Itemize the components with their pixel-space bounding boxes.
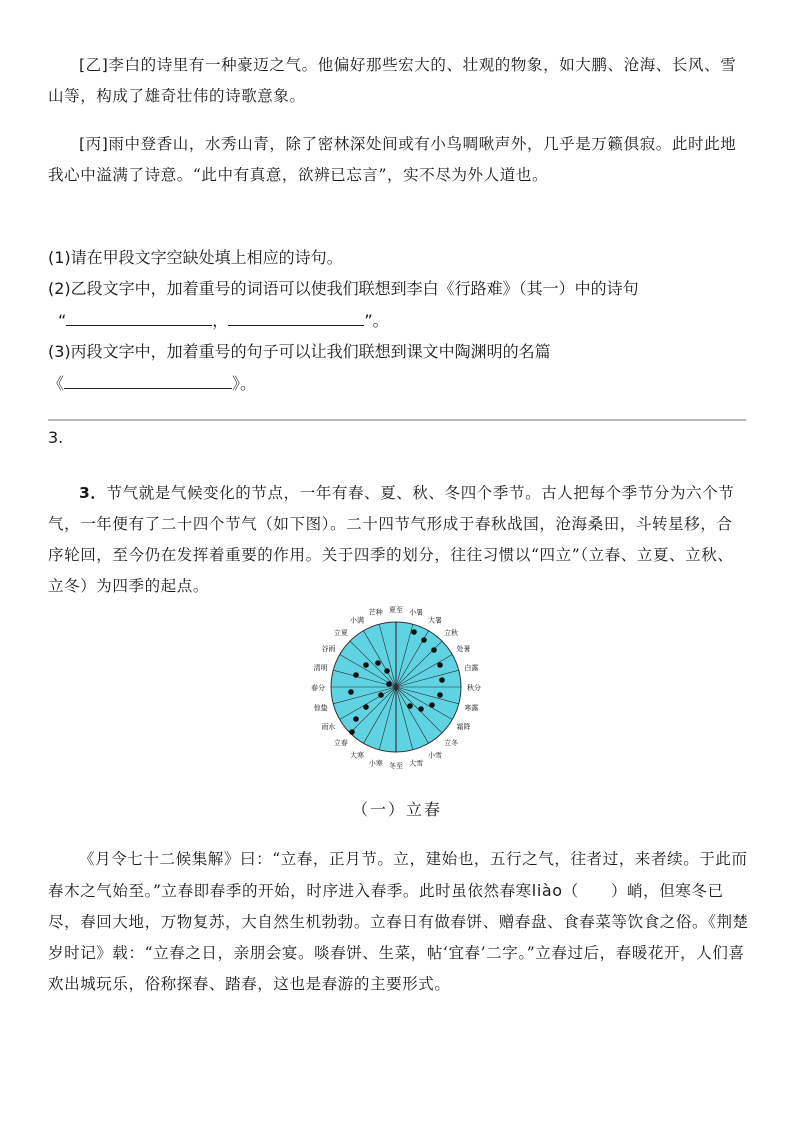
solar-term-label: 惊蛰 [313,704,328,713]
lichun-text-2: 峭，但寒冬已尽，春回大地，万物复苏，大自然生机勃勃。立春日有做春饼、赠春盘、食春菜等饮食之俗。《荆楚岁时记》载：“立春之日，亲朋会宴。啖春饼、生菜，帖‘宜春’二字。”立春过后，春暖花开，人们喜欢出城玩乐，俗称探春、踏春，这也是春游的主要形式。 [48,882,749,993]
solar-term-label: 小寒 [368,759,383,768]
solar-term-label: 春分 [311,684,325,692]
wheel-dot [439,677,445,683]
wheel-dot [386,681,392,687]
wheel-dot [363,662,369,668]
section3-intro [48,478,748,602]
question-2-blanks [58,305,758,336]
answer-paren[interactable]: （ ） [562,882,628,900]
solar-term-label: 立夏 [333,628,348,637]
wheel-dot [437,662,443,668]
question-1: (1)请在甲段文字空缺处填上相应的诗句。 [48,248,343,267]
lichun-paragraph [48,844,753,1000]
solar-term-label: 小暑 [409,608,424,617]
solar-term-label: 白露 [464,663,479,672]
wheel-dot [421,637,427,643]
solar-term-label: 小满 [350,616,364,625]
wheel-dot [407,703,413,709]
question-3-blank [48,368,748,399]
passage-yi-marker: [乙] [79,56,109,74]
solar-term-label: 霜降 [456,723,471,731]
solar-term-label: 冬至 [389,762,403,770]
comma: ， [212,311,229,330]
question-2 [48,273,748,304]
solar-term-label: 雨水 [321,723,336,731]
section-number: 3. [48,428,64,447]
passage-bing [48,129,748,191]
answer-blank-3[interactable] [64,372,232,389]
solar-term-label: 立冬 [444,739,459,748]
wheel-dot [429,702,435,708]
answer-blank-2b[interactable] [228,309,364,326]
section-caption: （一）立春 [351,800,442,819]
solar-term-label: 清明 [313,663,328,672]
solar-term-label: 秋分 [467,684,481,692]
solar-term-label: 谷雨 [321,645,336,653]
solar-term-label: 芒种 [368,608,383,617]
wheel-dot [378,692,384,698]
intro-number: 3． [79,484,107,502]
solar-term-label: 寒露 [464,704,479,713]
solar-term-label: 夏至 [389,606,403,614]
pinyin-hint: liào [531,881,563,900]
solar-term-label: 大寒 [350,751,364,760]
wheel-dot [375,660,381,666]
quote-close: ”。 [364,311,389,330]
solar-term-label: 大雪 [409,759,424,768]
wheel-dot [349,729,355,735]
wheel-dot [431,647,437,653]
question-2-text: (2)乙段文字中，加着重号的词语可以使我们联想到李白《行路难》（其一）中的诗句 [48,279,639,298]
answer-blank-2a[interactable] [66,309,212,326]
quote-open: “ [58,311,67,330]
solar-term-label: 小雪 [428,751,442,760]
passage-yi-text: 李白的诗里有一种豪迈之气。他偏好那些宏大的、壮观的物象，如大鹏、沧海、长风、雪山等，构成了雄奇壮伟的诗歌意象。 [48,56,737,105]
wheel-dot [353,716,359,722]
question-3: (3)丙段文字中，加着重号的句子可以让我们联想到课文中陶渊明的名篇 [48,342,551,361]
solar-term-label: 立春 [333,739,348,748]
wheel-dot [363,704,369,710]
lichun-text-1: 《月令七十二候集解》曰：“立春，正月节。立，建始也，五行之气，往者过，来者续。于此而春木之气始至。”立春即春季的开始，时序进入春季。此时虽依然春寒 [48,850,748,900]
title-open: 《 [48,374,65,393]
passage-yi [48,50,748,112]
wheel [311,605,481,770]
section-divider [48,419,746,421]
title-close: 》。 [232,374,257,393]
solar-term-label: 大暑 [428,616,442,625]
intro-text: 节气就是气候变化的节点，一年有春、夏、秋、冬四个季节。古人把每个季节分为六个节气，一年便有了二十四个节气（如下图）。二十四节气形成于春秋战国，沧海桑田，斗转星移，合序轮回，至今仍在发挥着重要的作用。关于四季的划分，往往习惯以“四立”（立春、立夏、立秋、立冬）为四季的起点。 [48,484,735,595]
passage-bing-marker: [丙] [79,135,109,153]
wheel-dot [411,629,417,635]
wheel-dot [353,672,359,678]
passage-bing-text: 雨中登香山，水秀山青，除了密林深处间或有小鸟啁啾声外，几乎是万籁俱寂。此时此地我心中溢满了诗意。“此中有真意，欲辨已忘言”，实不尽为外人道也。 [48,135,737,184]
solar-term-label: 处暑 [456,645,471,653]
wheel-dot [437,692,443,698]
solar-terms-diagram [310,600,482,775]
wheel-dot [384,668,390,674]
solar-term-label: 立秋 [444,628,459,637]
wheel-dot [418,706,424,712]
wheel-dot [348,689,354,695]
